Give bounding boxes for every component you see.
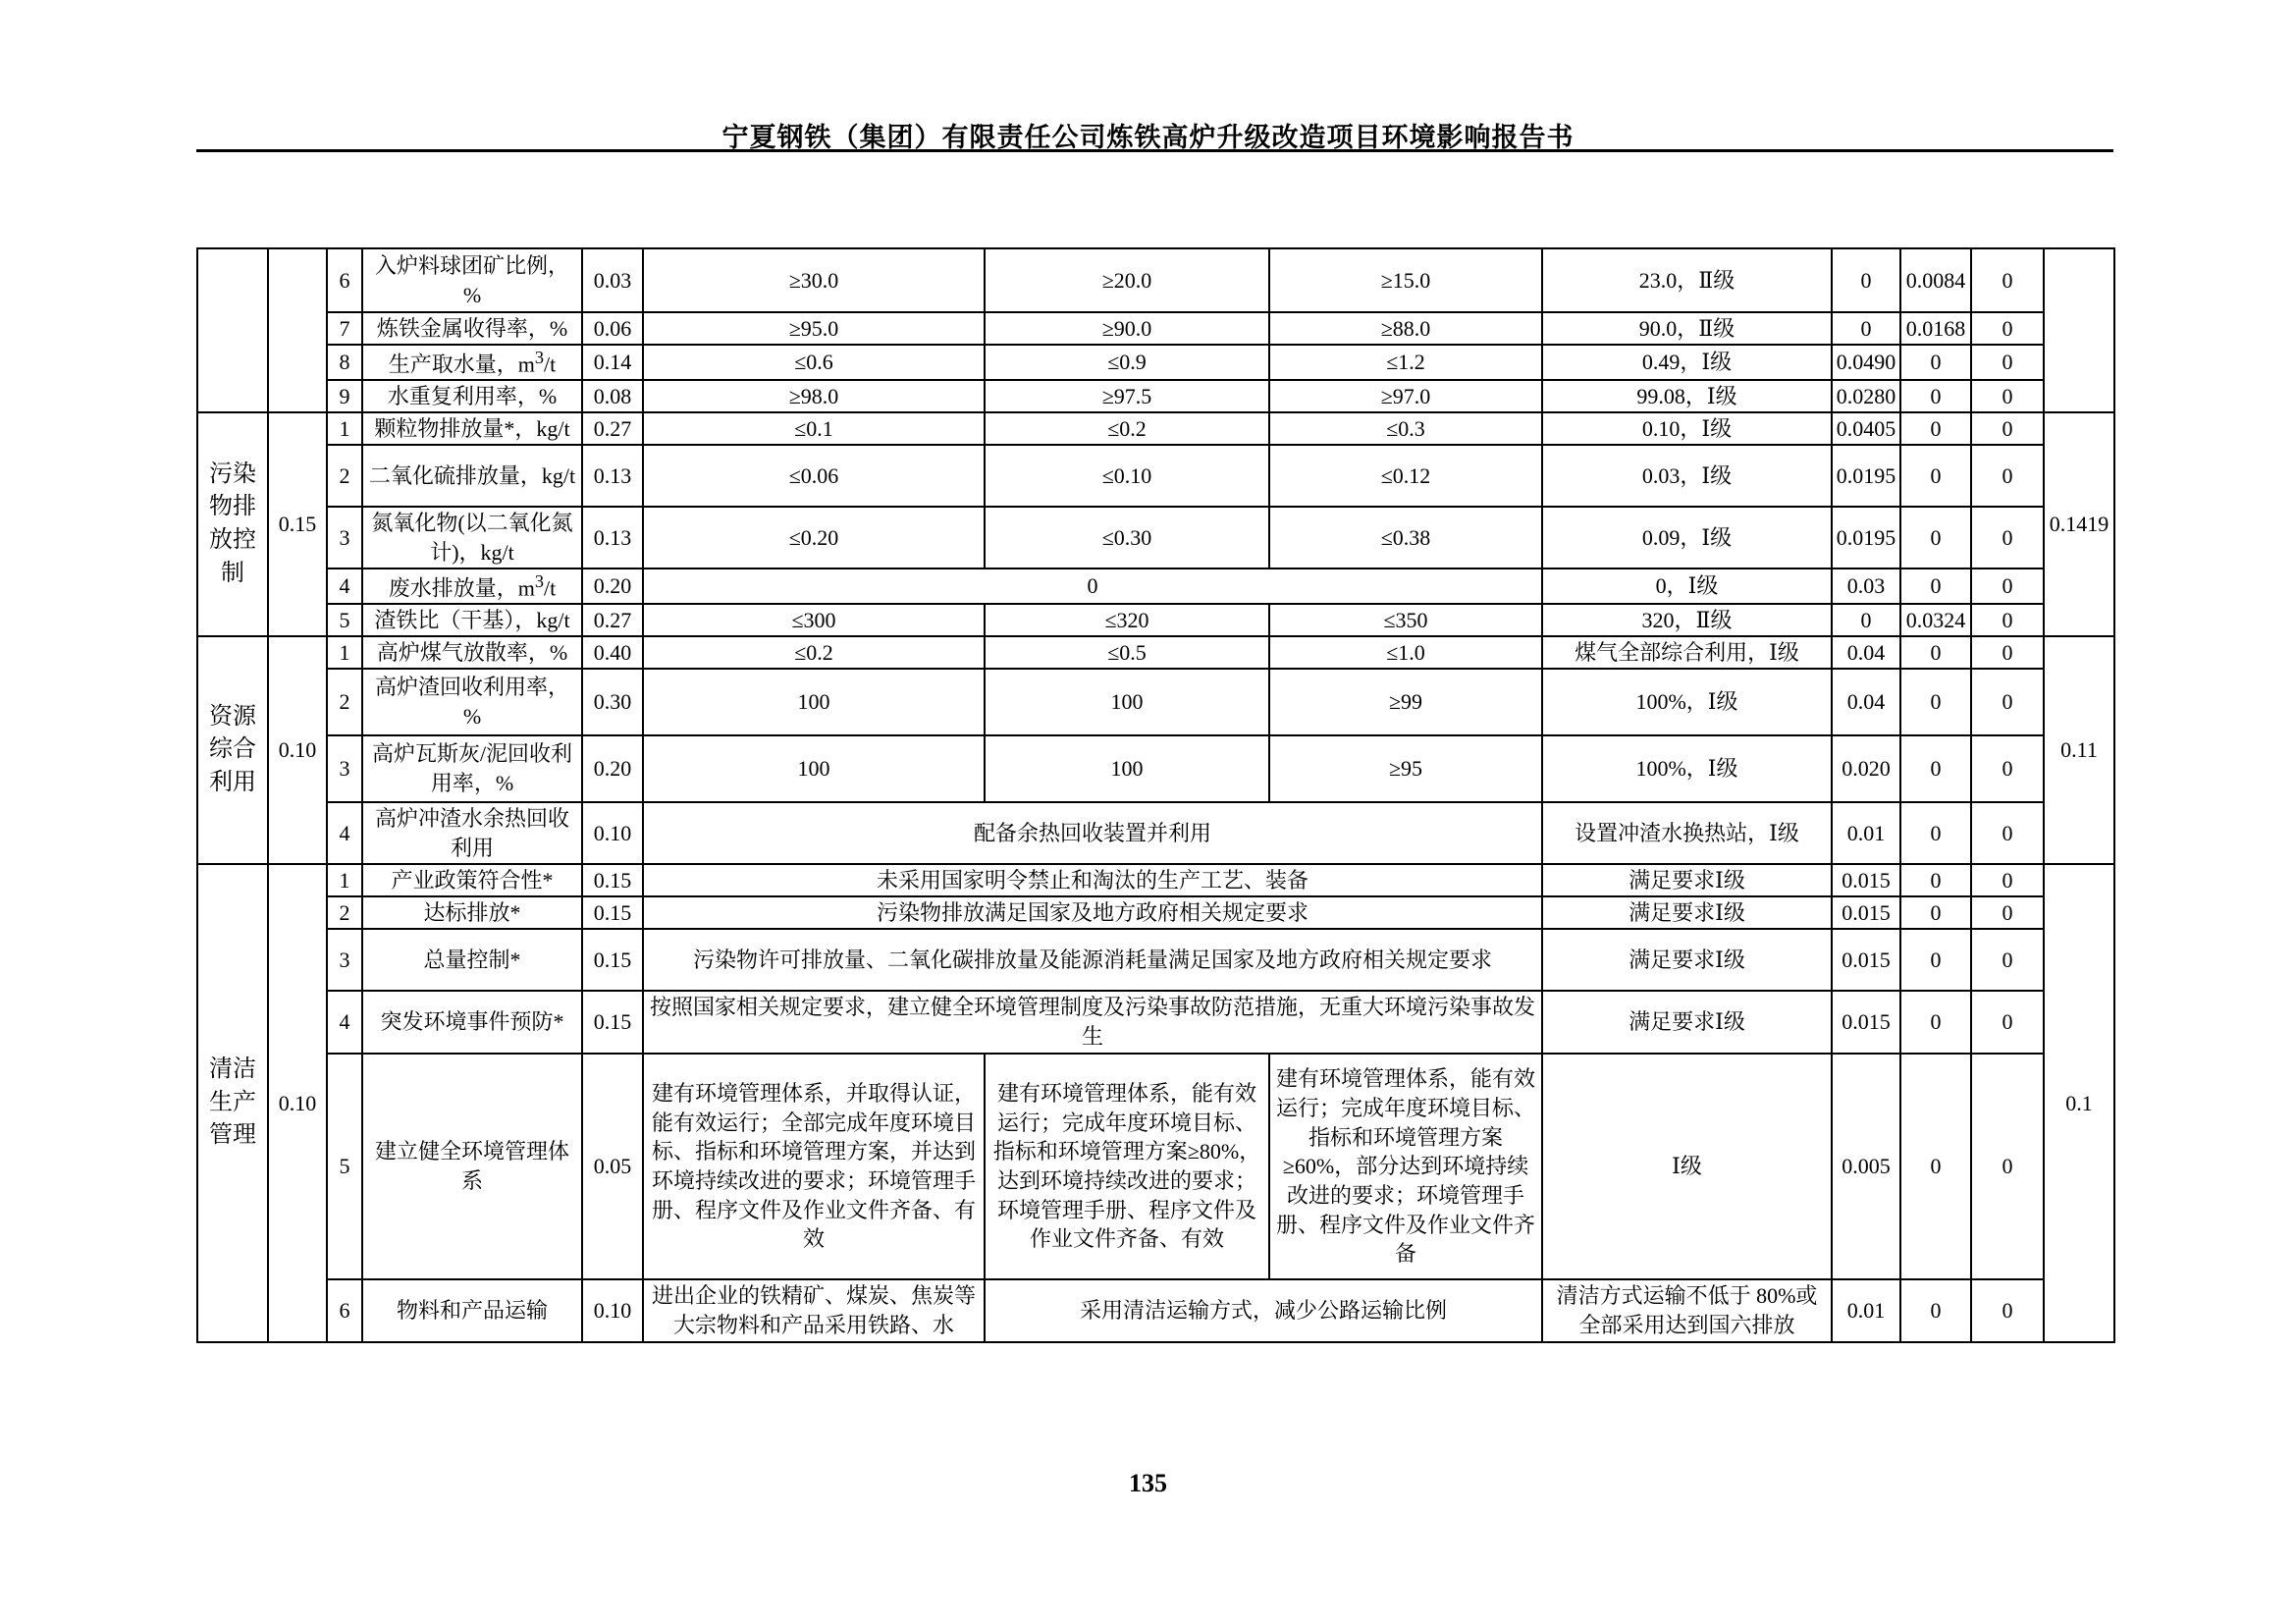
- score-grade-1: 0.015: [1832, 896, 1900, 929]
- indicator-name: 建立健全环境管理体系: [362, 1054, 582, 1279]
- grade-3-benchmark: ≥88.0: [1269, 312, 1542, 345]
- grade-3-benchmark: ≥15.0: [1269, 248, 1542, 312]
- score-grade-1: 0.015: [1832, 991, 1900, 1054]
- indicator-weight: 0.10: [582, 1279, 643, 1342]
- project-value: 煤气全部综合利用，Ⅰ级: [1542, 636, 1832, 669]
- project-value: 0.49，Ⅰ级: [1542, 345, 1832, 380]
- indicator-weight: 0.15: [582, 896, 643, 929]
- score-grade-3: 0: [1971, 1054, 2044, 1279]
- table-row: [197, 312, 2114, 345]
- score-grade-1: 0: [1832, 312, 1900, 345]
- page-number: 135: [1129, 1469, 1167, 1497]
- project-value: 99.08，Ⅰ级: [1542, 380, 1832, 412]
- grade-1-benchmark: 100: [643, 735, 985, 802]
- score-grade-3: 0: [1971, 412, 2044, 445]
- table-row: [197, 802, 2114, 864]
- indicator-weight: 0.03: [582, 248, 643, 312]
- grade-benchmark-merged: 配备余热回收装置并利用: [643, 802, 1542, 864]
- score-grade-3: 0: [1971, 312, 2044, 345]
- table-row: [197, 604, 2114, 636]
- row-no: 1: [327, 864, 362, 896]
- grade-2-benchmark: ≤320: [985, 604, 1269, 636]
- indicator-weight: 0.13: [582, 445, 643, 507]
- indicator-weight: 0.08: [582, 380, 643, 412]
- score-grade-1: 0.03: [1832, 568, 1900, 604]
- grade-1-benchmark: ≤0.1: [643, 412, 985, 445]
- indicator-name: 水重复利用率，%: [362, 380, 582, 412]
- project-value: 满足要求Ⅰ级: [1542, 896, 1832, 929]
- row-no: 9: [327, 380, 362, 412]
- indicator-name: 达标排放*: [362, 896, 582, 929]
- project-value: 设置冲渣水换热站，Ⅰ级: [1542, 802, 1832, 864]
- score-grade-1: 0.04: [1832, 669, 1900, 735]
- grade-2-benchmark: ≤0.30: [985, 507, 1269, 568]
- grade-1-benchmark: ≥95.0: [643, 312, 985, 345]
- row-no: 3: [327, 507, 362, 568]
- grade-2-benchmark: ≥90.0: [985, 312, 1269, 345]
- score-grade-3: 0: [1971, 1279, 2044, 1342]
- indicator-name: 高炉瓦斯灰/泥回收利用率，%: [362, 735, 582, 802]
- score-grade-2: 0: [1900, 802, 1971, 864]
- score-grade-3: 0: [1971, 929, 2044, 991]
- row-no: 6: [327, 1279, 362, 1342]
- grade-3-benchmark: ≤1.2: [1269, 345, 1542, 380]
- grade-benchmark-merged: 污染物排放满足国家及地方政府相关规定要求: [643, 896, 1542, 929]
- score-grade-1: 0.04: [1832, 636, 1900, 669]
- score-grade-2: 0: [1900, 1054, 1971, 1279]
- category-score: 0.11: [2044, 636, 2114, 864]
- grade-1-benchmark: ≤300: [643, 604, 985, 636]
- grade-benchmark-merged: 按照国家相关规定要求，建立健全环境管理制度及污染事故防范措施，无重大环境污染事故发生: [643, 991, 1542, 1054]
- grade-2-benchmark: ≤0.5: [985, 636, 1269, 669]
- score-grade-2: 0.0084: [1900, 248, 1971, 312]
- project-value: 满足要求Ⅰ级: [1542, 991, 1832, 1054]
- row-no: 6: [327, 248, 362, 312]
- score-grade-3: 0: [1971, 568, 2044, 604]
- score-grade-2: 0: [1900, 380, 1971, 412]
- score-grade-3: 0: [1971, 669, 2044, 735]
- indicator-weight: 0.05: [582, 1054, 643, 1279]
- score-grade-3: 0: [1971, 445, 2044, 507]
- grade-3-benchmark: ≥97.0: [1269, 380, 1542, 412]
- table-row: [197, 412, 2114, 445]
- row-no: 2: [327, 896, 362, 929]
- indicator-weight: 0.15: [582, 929, 643, 991]
- row-no: 4: [327, 991, 362, 1054]
- row-no: 1: [327, 636, 362, 669]
- score-grade-3: 0: [1971, 896, 2044, 929]
- grade-2-benchmark: ≤0.9: [985, 345, 1269, 380]
- indicator-name-text: 废水排放量，m: [388, 575, 535, 601]
- unit-superscript: 3: [534, 571, 545, 592]
- table-row: [197, 1279, 2114, 1342]
- grade-2-benchmark: ≤0.10: [985, 445, 1269, 507]
- grade-2-benchmark: ≥20.0: [985, 248, 1269, 312]
- project-value: 满足要求Ⅰ级: [1542, 929, 1832, 991]
- score-grade-1: 0: [1832, 604, 1900, 636]
- grade-benchmark-merged: 未采用国家明令禁止和淘汰的生产工艺、装备: [643, 864, 1542, 896]
- row-no: 4: [327, 802, 362, 864]
- grade-1-benchmark: ≤0.06: [643, 445, 985, 507]
- score-grade-2: 0: [1900, 412, 1971, 445]
- project-value: 0.03，Ⅰ级: [1542, 445, 1832, 507]
- score-grade-2: 0: [1900, 507, 1971, 568]
- score-grade-1: 0.01: [1832, 1279, 1900, 1342]
- table-row: [197, 507, 2114, 568]
- header-rule: [196, 149, 2113, 152]
- project-value: 100%，Ⅰ级: [1542, 735, 1832, 802]
- indicator-name: [362, 345, 582, 380]
- indicator-name: 高炉冲渣水余热回收利用: [362, 802, 582, 864]
- score-grade-3: 0: [1971, 507, 2044, 568]
- score-grade-3: 0: [1971, 604, 2044, 636]
- score-grade-1: 0.0490: [1832, 345, 1900, 380]
- table-row: [197, 636, 2114, 669]
- indicator-weight: 0.20: [582, 568, 643, 604]
- table-row: [197, 1054, 2114, 1279]
- category-cell: [197, 248, 268, 412]
- row-no: 2: [327, 669, 362, 735]
- indicator-weight: 0.27: [582, 412, 643, 445]
- grade-2-benchmark: 100: [985, 669, 1269, 735]
- indicator-name: 氮氧化物(以二氧化氮计)，kg/t: [362, 507, 582, 568]
- grade-1-benchmark: ≥98.0: [643, 380, 985, 412]
- indicator-weight: 0.15: [582, 864, 643, 896]
- indicator-name: 高炉渣回收利用率，%: [362, 669, 582, 735]
- grade-benchmark-merged: 0: [643, 568, 1542, 604]
- grade-3-benchmark: ≥95: [1269, 735, 1542, 802]
- indicator-name: 突发环境事件预防*: [362, 991, 582, 1054]
- score-grade-2: 0: [1900, 735, 1971, 802]
- score-grade-1: 0.020: [1832, 735, 1900, 802]
- score-grade-1: 0.005: [1832, 1054, 1900, 1279]
- category-weight: [268, 248, 327, 412]
- indicator-name: 产业政策符合性*: [362, 864, 582, 896]
- score-grade-2: 0: [1900, 636, 1971, 669]
- project-value: 320，Ⅱ级: [1542, 604, 1832, 636]
- score-grade-1: 0: [1832, 248, 1900, 312]
- indicator-weight: 0.27: [582, 604, 643, 636]
- indicator-unit-text: /t: [544, 352, 557, 377]
- grade-3-benchmark: 建有环境管理体系，能有效运行；完成年度环境目标、指标和环境管理方案≥60%，部分达到环境持续改进的要求；环境管理手册、程序文件及作业文件齐备: [1269, 1054, 1542, 1279]
- grade-2-benchmark: ≥97.5: [985, 380, 1269, 412]
- project-value: 90.0，Ⅱ级: [1542, 312, 1832, 345]
- project-value: 0.10，Ⅰ级: [1542, 412, 1832, 445]
- indicator-name: 二氧化硫排放量，kg/t: [362, 445, 582, 507]
- category-weight: 0.10: [268, 864, 327, 1342]
- indicator-name: 物料和产品运输: [362, 1279, 582, 1342]
- indicator-weight: 0.15: [582, 991, 643, 1054]
- row-no: 3: [327, 929, 362, 991]
- indicator-name: 总量控制*: [362, 929, 582, 991]
- grade-3-benchmark: ≤0.38: [1269, 507, 1542, 568]
- grade-1-benchmark: 100: [643, 669, 985, 735]
- score-grade-2: 0.0324: [1900, 604, 1971, 636]
- indicator-unit-text: /t: [544, 575, 557, 601]
- project-value: 清洁方式运输不低于 80%或全部采用达到国六排放: [1542, 1279, 1832, 1342]
- grade-3-benchmark: ≤0.12: [1269, 445, 1542, 507]
- table-row: [197, 669, 2114, 735]
- grade-1-benchmark: ≤0.20: [643, 507, 985, 568]
- category-weight: 0.15: [268, 412, 327, 636]
- grade-2-3-benchmark: 采用清洁运输方式，减少公路运输比例: [985, 1279, 1542, 1342]
- project-value: 0.09，Ⅰ级: [1542, 507, 1832, 568]
- category-score: 0.1: [2044, 864, 2114, 1342]
- project-value: 满足要求Ⅰ级: [1542, 864, 1832, 896]
- project-value: 23.0，Ⅱ级: [1542, 248, 1832, 312]
- report-header-title: 宁夏钢铁（集团）有限责任公司炼铁高炉升级改造项目环境影响报告书: [721, 123, 1575, 152]
- indicator-weight: 0.14: [582, 345, 643, 380]
- indicator-name: [362, 568, 582, 604]
- table-row: [197, 345, 2114, 380]
- project-value: Ⅰ级: [1542, 1054, 1832, 1279]
- score-grade-3: 0: [1971, 248, 2044, 312]
- indicator-weight: 0.20: [582, 735, 643, 802]
- indicator-weight: 0.13: [582, 507, 643, 568]
- score-grade-1: 0.01: [1832, 802, 1900, 864]
- indicator-name: 入炉料球团矿比例，%: [362, 248, 582, 312]
- project-value: 0，Ⅰ级: [1542, 568, 1832, 604]
- row-no: 3: [327, 735, 362, 802]
- score-grade-2: 0: [1900, 896, 1971, 929]
- row-no: 1: [327, 412, 362, 445]
- grade-3-benchmark: ≥99: [1269, 669, 1542, 735]
- project-value: 100%，Ⅰ级: [1542, 669, 1832, 735]
- indicator-name-text: 生产取水量，m: [388, 352, 535, 377]
- grade-3-benchmark: ≤350: [1269, 604, 1542, 636]
- indicator-name: 渣铁比（干基），kg/t: [362, 604, 582, 636]
- row-no: 2: [327, 445, 362, 507]
- grade-benchmark-merged: 污染物许可排放量、二氧化碳排放量及能源消耗量满足国家及地方政府相关规定要求: [643, 929, 1542, 991]
- score-grade-1: 0.0280: [1832, 380, 1900, 412]
- indicator-weight: 0.10: [582, 802, 643, 864]
- row-no: 8: [327, 345, 362, 380]
- grade-2-benchmark: 100: [985, 735, 1269, 802]
- grade-1-benchmark: 建有环境管理体系，并取得认证，能有效运行；全部完成年度环境目标、指标和环境管理方案，并达到环境持续改进的要求；环境管理手册、程序文件及作业文件齐备、有效: [643, 1054, 985, 1279]
- grade-1-benchmark: ≥30.0: [643, 248, 985, 312]
- row-no: 4: [327, 568, 362, 604]
- row-no: 5: [327, 1054, 362, 1279]
- grade-1-benchmark: 进出企业的铁精矿、煤炭、焦炭等大宗物料和产品采用铁路、水: [643, 1279, 985, 1342]
- score-grade-3: 0: [1971, 864, 2044, 896]
- grade-2-benchmark: 建有环境管理体系，能有效运行；完成年度环境目标、指标和环境管理方案≥80%，达到环境持续改进的要求；环境管理手册、程序文件及作业文件齐备、有效: [985, 1054, 1269, 1279]
- score-grade-2: 0: [1900, 1279, 1971, 1342]
- score-grade-1: 0.0405: [1832, 412, 1900, 445]
- indicator-name: 颗粒物排放量*，kg/t: [362, 412, 582, 445]
- row-no: 5: [327, 604, 362, 636]
- table-row: [197, 929, 2114, 991]
- category-name: 资源综合利用: [197, 636, 268, 864]
- table-row: [197, 380, 2114, 412]
- score-grade-2: 0: [1900, 568, 1971, 604]
- score-grade-2: 0: [1900, 669, 1971, 735]
- table-row: [197, 445, 2114, 507]
- category-score: 0.1419: [2044, 412, 2114, 636]
- score-grade-1: 0.0195: [1832, 507, 1900, 568]
- score-grade-1: 0.015: [1832, 864, 1900, 896]
- indicator-weight: 0.40: [582, 636, 643, 669]
- category-name: 污染物排放控制: [197, 412, 268, 636]
- indicator-name: 高炉煤气放散率，%: [362, 636, 582, 669]
- score-grade-2: 0: [1900, 864, 1971, 896]
- score-grade-3: 0: [1971, 735, 2044, 802]
- indicator-weight: 0.30: [582, 669, 643, 735]
- grade-3-benchmark: ≤0.3: [1269, 412, 1542, 445]
- category-name: 清洁生产管理: [197, 864, 268, 1342]
- score-grade-3: 0: [1971, 380, 2044, 412]
- table-row: [197, 735, 2114, 802]
- score-grade-2: 0: [1900, 345, 1971, 380]
- indicator-weight: 0.06: [582, 312, 643, 345]
- evaluation-table: [196, 247, 2115, 1343]
- score-grade-2: 0: [1900, 445, 1971, 507]
- score-grade-3: 0: [1971, 991, 2044, 1054]
- table-row: [197, 896, 2114, 929]
- grade-1-benchmark: ≤0.6: [643, 345, 985, 380]
- score-grade-3: 0: [1971, 802, 2044, 864]
- table-row: [197, 864, 2114, 896]
- indicator-name: 炼铁金属收得率，%: [362, 312, 582, 345]
- grade-2-benchmark: ≤0.2: [985, 412, 1269, 445]
- category-score: [2044, 248, 2114, 412]
- grade-1-benchmark: ≤0.2: [643, 636, 985, 669]
- score-grade-1: 0.0195: [1832, 445, 1900, 507]
- score-grade-2: 0: [1900, 929, 1971, 991]
- row-no: 7: [327, 312, 362, 345]
- score-grade-3: 0: [1971, 636, 2044, 669]
- score-grade-2: 0: [1900, 991, 1971, 1054]
- table-row: [197, 568, 2114, 604]
- score-grade-2: 0.0168: [1900, 312, 1971, 345]
- score-grade-1: 0.015: [1832, 929, 1900, 991]
- table-row: [197, 248, 2114, 312]
- grade-3-benchmark: ≤1.0: [1269, 636, 1542, 669]
- unit-superscript: 3: [534, 348, 545, 367]
- score-grade-3: 0: [1971, 345, 2044, 380]
- table-row: [197, 991, 2114, 1054]
- category-weight: 0.10: [268, 636, 327, 864]
